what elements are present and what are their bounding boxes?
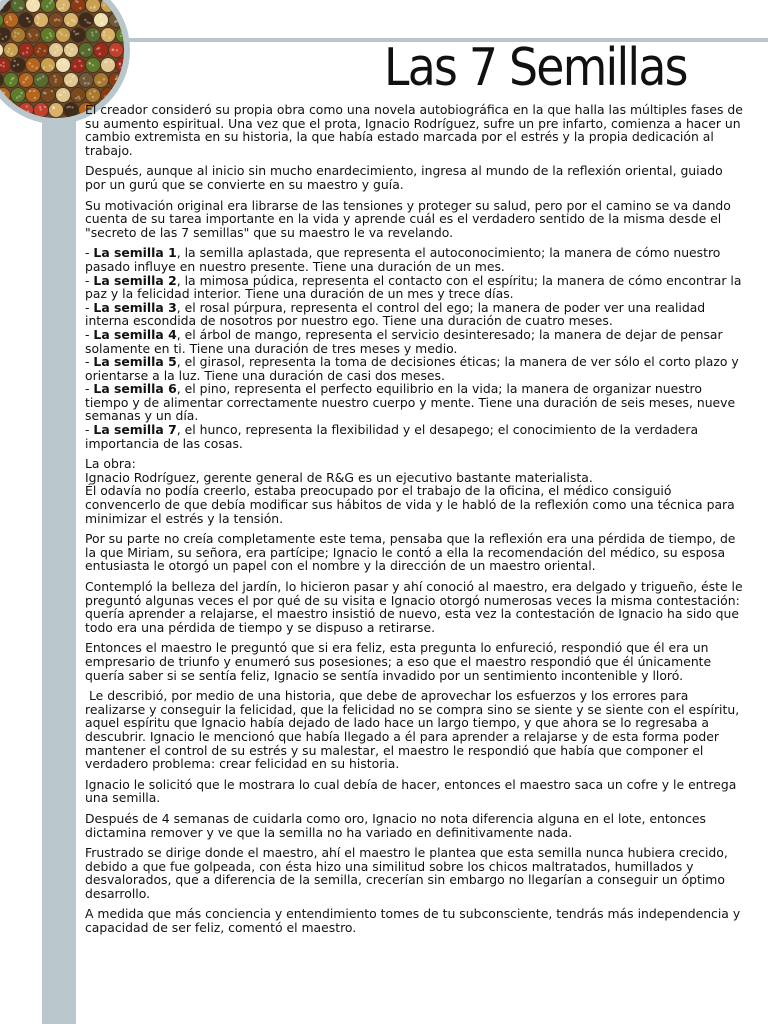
page-title: Las 7 Semillas [384,38,687,98]
seed-item: - La semilla 3, el rosal púrpura, representa el control del ego; la manera de poder ver una realidad interna escondida de nosotros por nuestro ego. Tiene una duración de cuatro meses. [85,299,706,329]
obra-heading: La obra: [85,456,136,472]
body-paragraph: Después de 4 semanas de cuidarla como oro, Ignacio no nota diferencia alguna en el lote, entonces dictamina remover y ve que la semilla no ha variado en definitivamente nada. [85,810,707,840]
body-paragraph: Entonces el maestro le preguntó que si era feliz, esta pregunta lo enfureció, respondió que él era un empresario de triunfo y enumeró sus posesiones; a eso que el maestro respondió que él únicamente quería saber si se sentía feliz, Ignacio se sentía invadido por un sentimiento incontenible y lloró. [85,640,712,683]
decorative-side-bar [42,0,76,1024]
seed-label: La semilla 1 [93,245,177,261]
seed-text: , el girasol, representa la toma de decisiones éticas; la manera de ver sólo el corto plazo y orientarse a la luz. Tiene una duración de casi dos meses. [85,354,739,383]
body-paragraph: Le describió, por medio de una historia, que debe de aprovechar los esfuerzos y los errores para realizarse y conseguir la felicidad, que la felicidad no se compra sino se siente y se siente con el espíritu, aquel espíritu que Ignacio había dejado de lado hace un largo tiempo, y que ahora se lo regresaba a descubrir. Ignacio le mencionó que había llegado a él para aprender a relajarse y de esta forma poder mantener el control de su estrés y su malestar, el maestro le respondió que había que componer el verdadero problema: crear felicidad en su historia. [85,688,744,772]
seed-item: - La semilla 5, el girasol, representa la toma de decisiones éticas; la manera de ver sólo el corto plazo y orientarse a la luz. Tiene una duración de casi dos meses. [85,354,739,383]
obra-section [85,457,747,525]
seed-text: , la semilla aplastada, que representa el autoconocimiento; la manera de cómo nuestro pasado influye en nuestro presente. Tiene una duración de un mes. [85,245,721,274]
seed-label: La semilla 6 [93,381,177,397]
seed-item: - La semilla 1, la semilla aplastada, que representa el autoconocimiento; la manera de cómo nuestro pasado influye en nuestro presente. Tiene una duración de un mes. [85,245,721,274]
seed-item: - La semilla 2, la mimosa púdica, representa el contacto con el espíritu; la manera de cómo encontrar la paz y la felicidad interior. Tiene una duración de un mes y trece días. [85,272,742,302]
seed-text: , el rosal púrpura, representa el control del ego; la manera de poder ver una realidad interna escondida de nosotros por nuestro ego. Tiene una duración de cuatro meses. [85,299,706,329]
intro-paragraph: Su motivación original era librarse de las tensiones y proteger su salud, pero por el camino se va dando cuenta de su tarea importante en la vida y aprende cuál es el verdadero sentido de la misma desde el "secreto de las 7 semillas" que su maestro le va revelando. [85,197,731,240]
body-paragraph: Frustrado se dirige donde el maestro, ahí el maestro le plantea que esta semilla nunca hubiera crecido, debido a que fue golpeada, con ésta hizo una similitud sobre los chicos maltratados, humillados y desvalorados, que a diferencia de la semilla, crecerían sin embargo no llegarían a conseguir un óptimo desarrollo. [85,845,728,901]
body-paragraph: Ignacio le solicitó que le mostrara lo cual debía de hacer, entonces el maestro saca un cofre y le entrega una semilla. [85,776,737,806]
body-paragraph: A medida que más conciencia y entendimiento tomes de tu subconsciente, tendrás más independencia y capacidad de ser feliz, comentó el maestro. [85,906,741,936]
seed-text: , la mimosa púdica, representa el contacto con el espíritu; la manera de cómo encontrar la paz y la felicidad interior. Tiene una duración de un mes y trece días. [85,272,742,302]
seed-label: La semilla 2 [93,272,177,288]
seeds-list [85,246,747,450]
seed-label: La semilla 5 [93,354,177,370]
seed-text: , el hunco, representa la flexibilidad y el desapego; el conocimiento de la verdadera importancia de las cosas. [85,422,699,451]
seed-label: La semilla 3 [93,299,177,315]
article-body [85,103,747,942]
body-paragraph: Por su parte no creía completamente este tema, pensaba que la reflexión era una pérdida de tiempo, de la que Miriam, su señora, era partícipe; Ignacio le contó a ella la recomendación del médico, su esposa entusiasta le otorgó un papel con el nombre y la dirección de un maestro oriental. [85,531,736,574]
seed-item: - La semilla 7, el hunco, representa la flexibilidad y el desapego; el conocimiento de la verdadera importancia de las cosas. [85,422,699,451]
seed-item: - La semilla 4, el árbol de mango, representa el servicio desinteresado; la manera de dejar de pensar solamente en ti. Tiene una duración de tres meses y medio. [85,326,723,356]
intro-paragraph: El creador consideró su propia obra como una novela autobiográfica en la que halla las múltiples fases de su aumento espiritual. Una vez que el prota, Ignacio Rodríguez, sufre un pre infarto, comienza a hacer un cambio extremista en su historia, la que había estado marcada por el estrés y la propia dedicación al trabajo. [85,102,743,158]
obra-line: Él odavía no podía creerlo, estaba preocupado por el trabajo de la oficina, el médico consiguió convencerlo de que debía modificar sus hábitos de vida y le habló de la reflexión como una técnica para minimizar el estrés y la tensión. [85,483,735,526]
obra-line: Ignacio Rodríguez, gerente general de R&G es un ejecutivo bastante materialista. [85,469,593,485]
intro-paragraph: Después, aunque al inicio sin mucho enardecimiento, ingresa al mundo de la reflexión oriental, guiado por un gurú que se convierte en su maestro y guía. [85,163,723,192]
seed-text: , el pino, representa el perfecto equilibrio en la vida; la manera de organizar nuestro tiempo y de alimentar correctamente nuestro cuerpo y mente. Tiene una duración de seis meses, nueve semanas y un día. [85,381,736,424]
seed-item: - La semilla 6, el pino, representa el perfecto equilibrio en la vida; la manera de organizar nuestro tiempo y de alimentar correctamente nuestro cuerpo y mente. Tiene una duración de seis meses, nueve semanas y un día. [85,381,736,424]
body-paragraph: Contempló la belleza del jardín, lo hicieron pasar y ahí conoció al maestro, era delgado y trigueño, éste le preguntó algunas veces el por qué de su visita e Ignacio otorgó numerosas veces la misma contestación: quería aprender a relajarse, el maestro insistió de nuevo, esta vez la contestación de Ignacio ha sido que todo era una pérdida de tiempo y se dispuso a retirarse. [85,579,743,635]
seed-label: La semilla 4 [93,326,177,342]
seed-text: , el árbol de mango, representa el servicio desinteresado; la manera de dejar de pensar solamente en ti. Tiene una duración de tres meses y medio. [85,326,723,356]
seed-label: La semilla 7 [93,422,177,438]
